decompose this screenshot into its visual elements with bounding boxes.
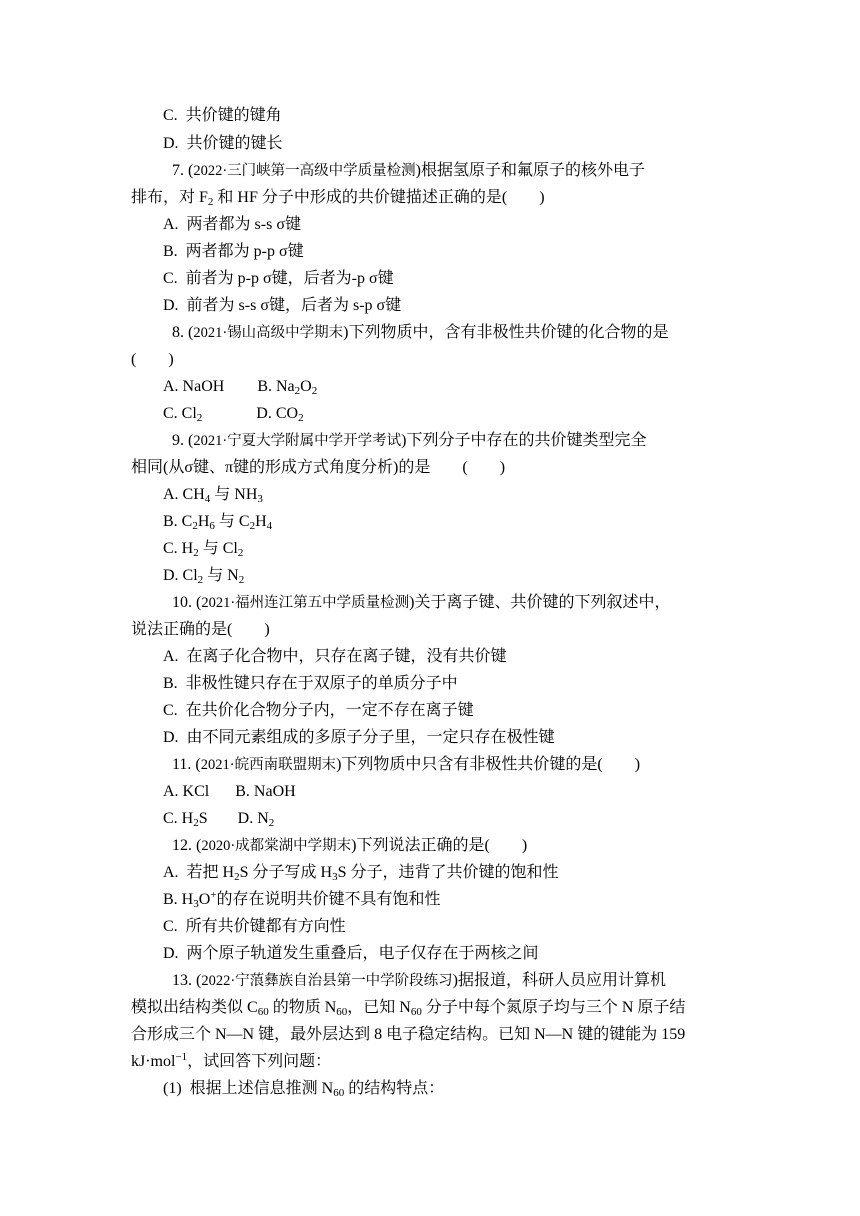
q12-stem: 12. (2020·成都棠湖中学期末)下列说法正确的是( ) (172, 837, 528, 854)
q9-source: 2021·宁夏大学附属中学开学考试 (193, 433, 402, 449)
q7-option-c: C. 前者为 p-p σ键，后者为-p σ键 (163, 270, 394, 287)
q10-source: 2021·福州连江第五中学质量检测 (201, 595, 410, 611)
q11-options-cd: C. $H_2S$ D. $N_2$ (163, 810, 275, 829)
q10-option-d: D. 由不同元素组成的多原子分子里，一定只存在极性键 (163, 729, 555, 746)
q7-option-a: A. 两者都为 s-s σ键 (163, 216, 301, 233)
q8-source: 2021·锡山高级中学期末 (193, 325, 344, 341)
q10-option-b: B. 非极性键只存在于双原子的单质分子中 (163, 675, 458, 692)
q13-source: 2022·宁蒗彝族自治县第一中学阶段练习 (201, 973, 453, 989)
q13-stem-line3: 合形成三个 N—N 键，最外层达到 8 电子稳定结构。已知 N—N 键的键能为 159 (131, 1026, 686, 1043)
q13-stem-line1: 13. (2022·宁蒗彝族自治县第一中学阶段练习)据报道，科研人员应用计算机 (172, 972, 666, 989)
q12-option-a: A. 若把 $H_2S$ 分子写成 $H_3S$ 分子，违背了共价键的饱和性 (163, 864, 559, 883)
q8-options-cd: C. $Cl_2$ D. $CO_2$ (163, 405, 304, 424)
q13-stem-line4: kJ·mol$^{-1}$，试回答下列问题： (131, 1051, 332, 1070)
q9-option-b: B. $C_2H_6$ 与 $C_2H_4$ (163, 513, 273, 532)
q9-stem-line2: 相同(从σ键、π键的形成方式角度分析)的是 ( ) (131, 459, 506, 476)
q11-options-ab: A. KCl B. NaOH (163, 783, 296, 800)
q9-option-d: D. $Cl_2$ 与 $N_2$ (163, 567, 245, 586)
q7-source: 2022·三门峡第一高级中学质量检测 (193, 163, 416, 179)
q11-stem: 11. (2021·皖西南联盟期末)下列物质中只含有非极性共价键的是( ) (172, 756, 641, 773)
q6-option-d: D. 共价键的键长 (163, 135, 283, 152)
q7-option-b: B. 两者都为 p-p σ键 (163, 243, 304, 260)
q12-source: 2020·成都棠湖中学期末 (201, 838, 352, 854)
q10-stem-line2: 说法正确的是( ) (131, 621, 270, 638)
q7-stem-line1: 7. (2022·三门峡第一高级中学质量检测)根据氢原子和氟原子的核外电子 (172, 162, 645, 179)
q10-option-a: A. 在离子化合物中，只存在离子键，没有共价键 (163, 648, 507, 665)
q6-option-c: C. 共价键的键角 (163, 107, 282, 124)
q13-subquestion-1: (1) 根据上述信息推测 $N_{60}$ 的结构特点： (163, 1080, 445, 1099)
q12-option-b: B. $H_3O^+$的存在说明共价键不具有饱和性 (163, 889, 441, 910)
q13-stem-line2: 模拟出结构类似 $C_{60}$ 的物质 $N_{60}$，已知 $N_{60}$ 分子中每个氮原子均与三个 N 原子结 (131, 999, 686, 1018)
q8-stem-line1: 8. (2021·锡山高级中学期末)下列物质中，含有非极性共价键的化合物的是 (172, 324, 669, 341)
q12-option-d: D. 两个原子轨道发生重叠后，电子仅存在于两核之间 (163, 945, 539, 962)
q12-option-c: C. 所有共价键都有方向性 (163, 918, 346, 935)
q9-option-a: A. $CH_4$ 与 $NH_3$ (163, 486, 263, 505)
q11-source: 2021·皖西南联盟期末 (200, 757, 337, 773)
q9-option-c: C. $H_2$ 与 $Cl_2$ (163, 540, 244, 559)
q10-stem-line1: 10. (2021·福州连江第五中学质量检测)关于离子键、共价键的下列叙述中， (172, 594, 671, 611)
q8-options-ab: A. NaOH B. $Na_2O_2$ (163, 378, 318, 397)
q7-stem-line2: 排布，对 $F_2$ 和 HF 分子中形成的共价键描述正确的是( ) (131, 189, 545, 208)
q7-option-d: D. 前者为 s-s σ键，后者为 s-p σ键 (163, 297, 402, 314)
q10-option-c: C. 在共价化合物分子内，一定不存在离子键 (163, 702, 474, 719)
q8-stem-line2: ( ) (131, 351, 174, 368)
q9-stem-line1: 9. (2021·宁夏大学附属中学开学考试)下列分子中存在的共价键类型完全 (172, 432, 647, 449)
